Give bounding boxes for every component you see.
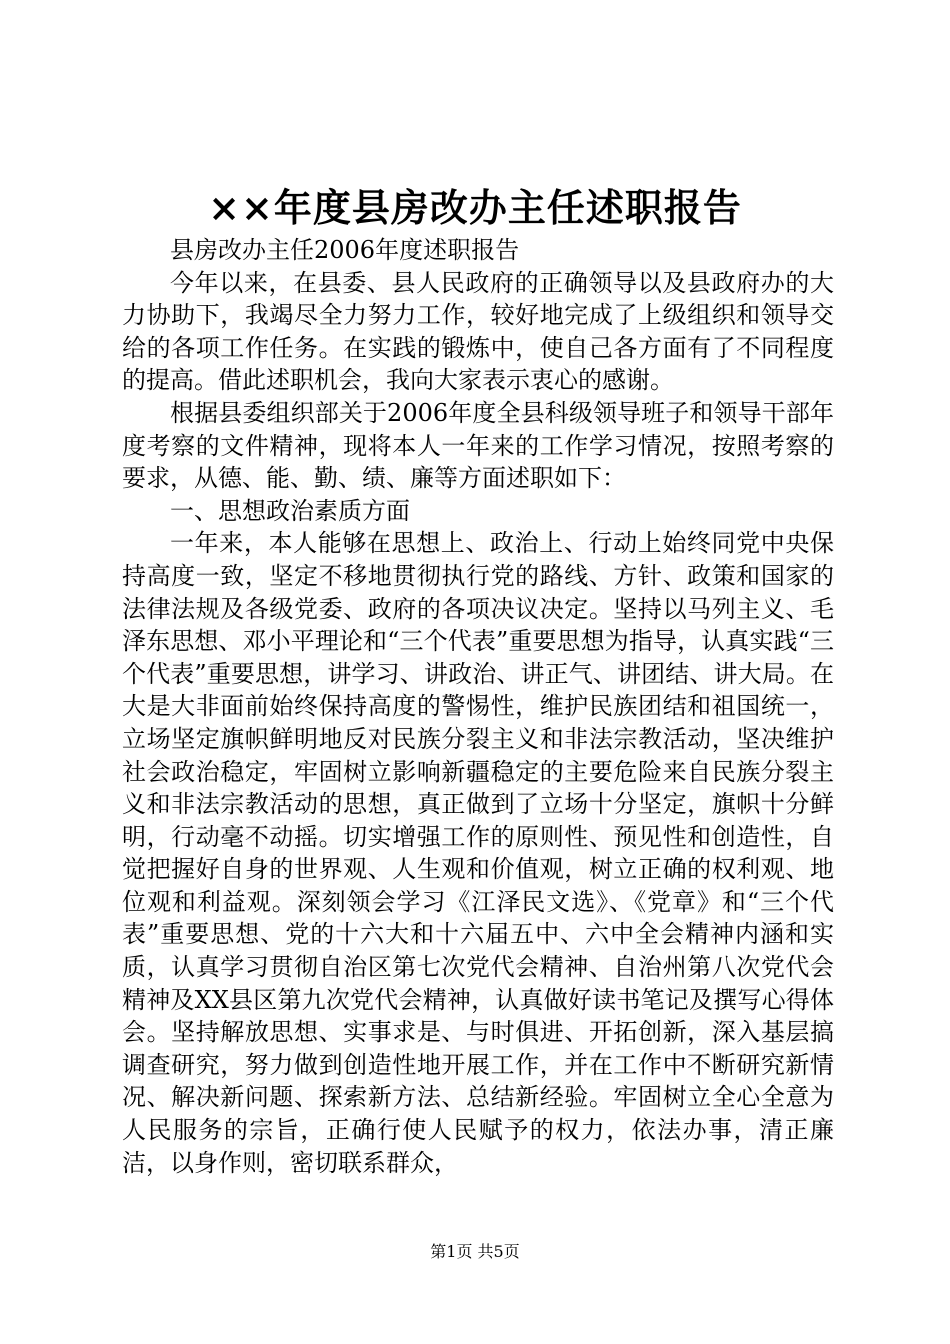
- basis-paragraph: 根据县委组织部关于2006年度全县科级领导班子和领导干部年度考察的文件精神，现将本人一年来的工作学习情况，按照考察的要求，从德、能、勤、绩、廉等方面述职如下：: [122, 398, 834, 493]
- intro-paragraph: 今年以来，在县委、县人民政府的正确领导以及县政府办的大力协助下，我竭尽全力努力工作，较好地完成了上级组织和领导交给的各项工作任务。在实践的锻炼中，使自己各方面有了不同程度的提高。借此述职机会，我向大家表示衷心的感谢。: [122, 268, 834, 395]
- document-body: [122, 234, 834, 1179]
- page-footer: 第1页 共5页: [430, 1242, 520, 1261]
- body-paragraph: 一年来，本人能够在思想上、政治上、行动上始终同党中央保持高度一致，坚定不移地贯彻执行党的路线、方针、政策和国家的法律法规及各级党委、政府的各项决议决定。坚持以马列主义、毛泽东思想、邓小平理论和“三个代表”重要思想为指导，认真实践“三个代表”重要思想，讲学习、讲政治、讲正气、讲团结、讲大局。在大是大非面前始终保持高度的警惕性，维护民族团结和祖国统一，立场坚定旗帜鲜明地反对民族分裂主义和非法宗教活动，坚决维护社会政治稳定，牢固树立影响新疆稳定的主要危险来自民族分裂主义和非法宗教活动的思想，真正做到了立场十分坚定，旗帜十分鲜明，行动毫不动摇。切实增强工作的原则性、预见性和创造性，自觉把握好自身的世界观、人生观和价值观，树立正确的权利观、地位观和利益观。深刻领会学习《江泽民文选》、《党章》和“三个代表”重要思想、党的十六大和十六届五中、六中全会精神内涵和实质，认真学习贯彻自治区第七次党代会精神、自治州第八次党代会精神及XX县区第九次党代会精神，认真做好读书笔记及撰写心得体会。坚持解放思想、实事求是、与时俱进、开拓创新，深入基层搞调查研究，努力做到创造性地开展工作，并在工作中不断研究新情况、解决新问题、探索新方法、总结新经验。牢固树立全心全意为人民服务的宗旨，正确行使人民赋予的权力，依法办事，清正廉洁，以身作则，密切联系群众，: [122, 529, 834, 1177]
- section-heading: 一、思想政治素质方面: [170, 496, 410, 525]
- document-title: ××年度县房改办主任述职报告: [208, 185, 742, 230]
- subtitle-paragraph: 县房改办主任2006年度述职报告: [170, 236, 520, 264]
